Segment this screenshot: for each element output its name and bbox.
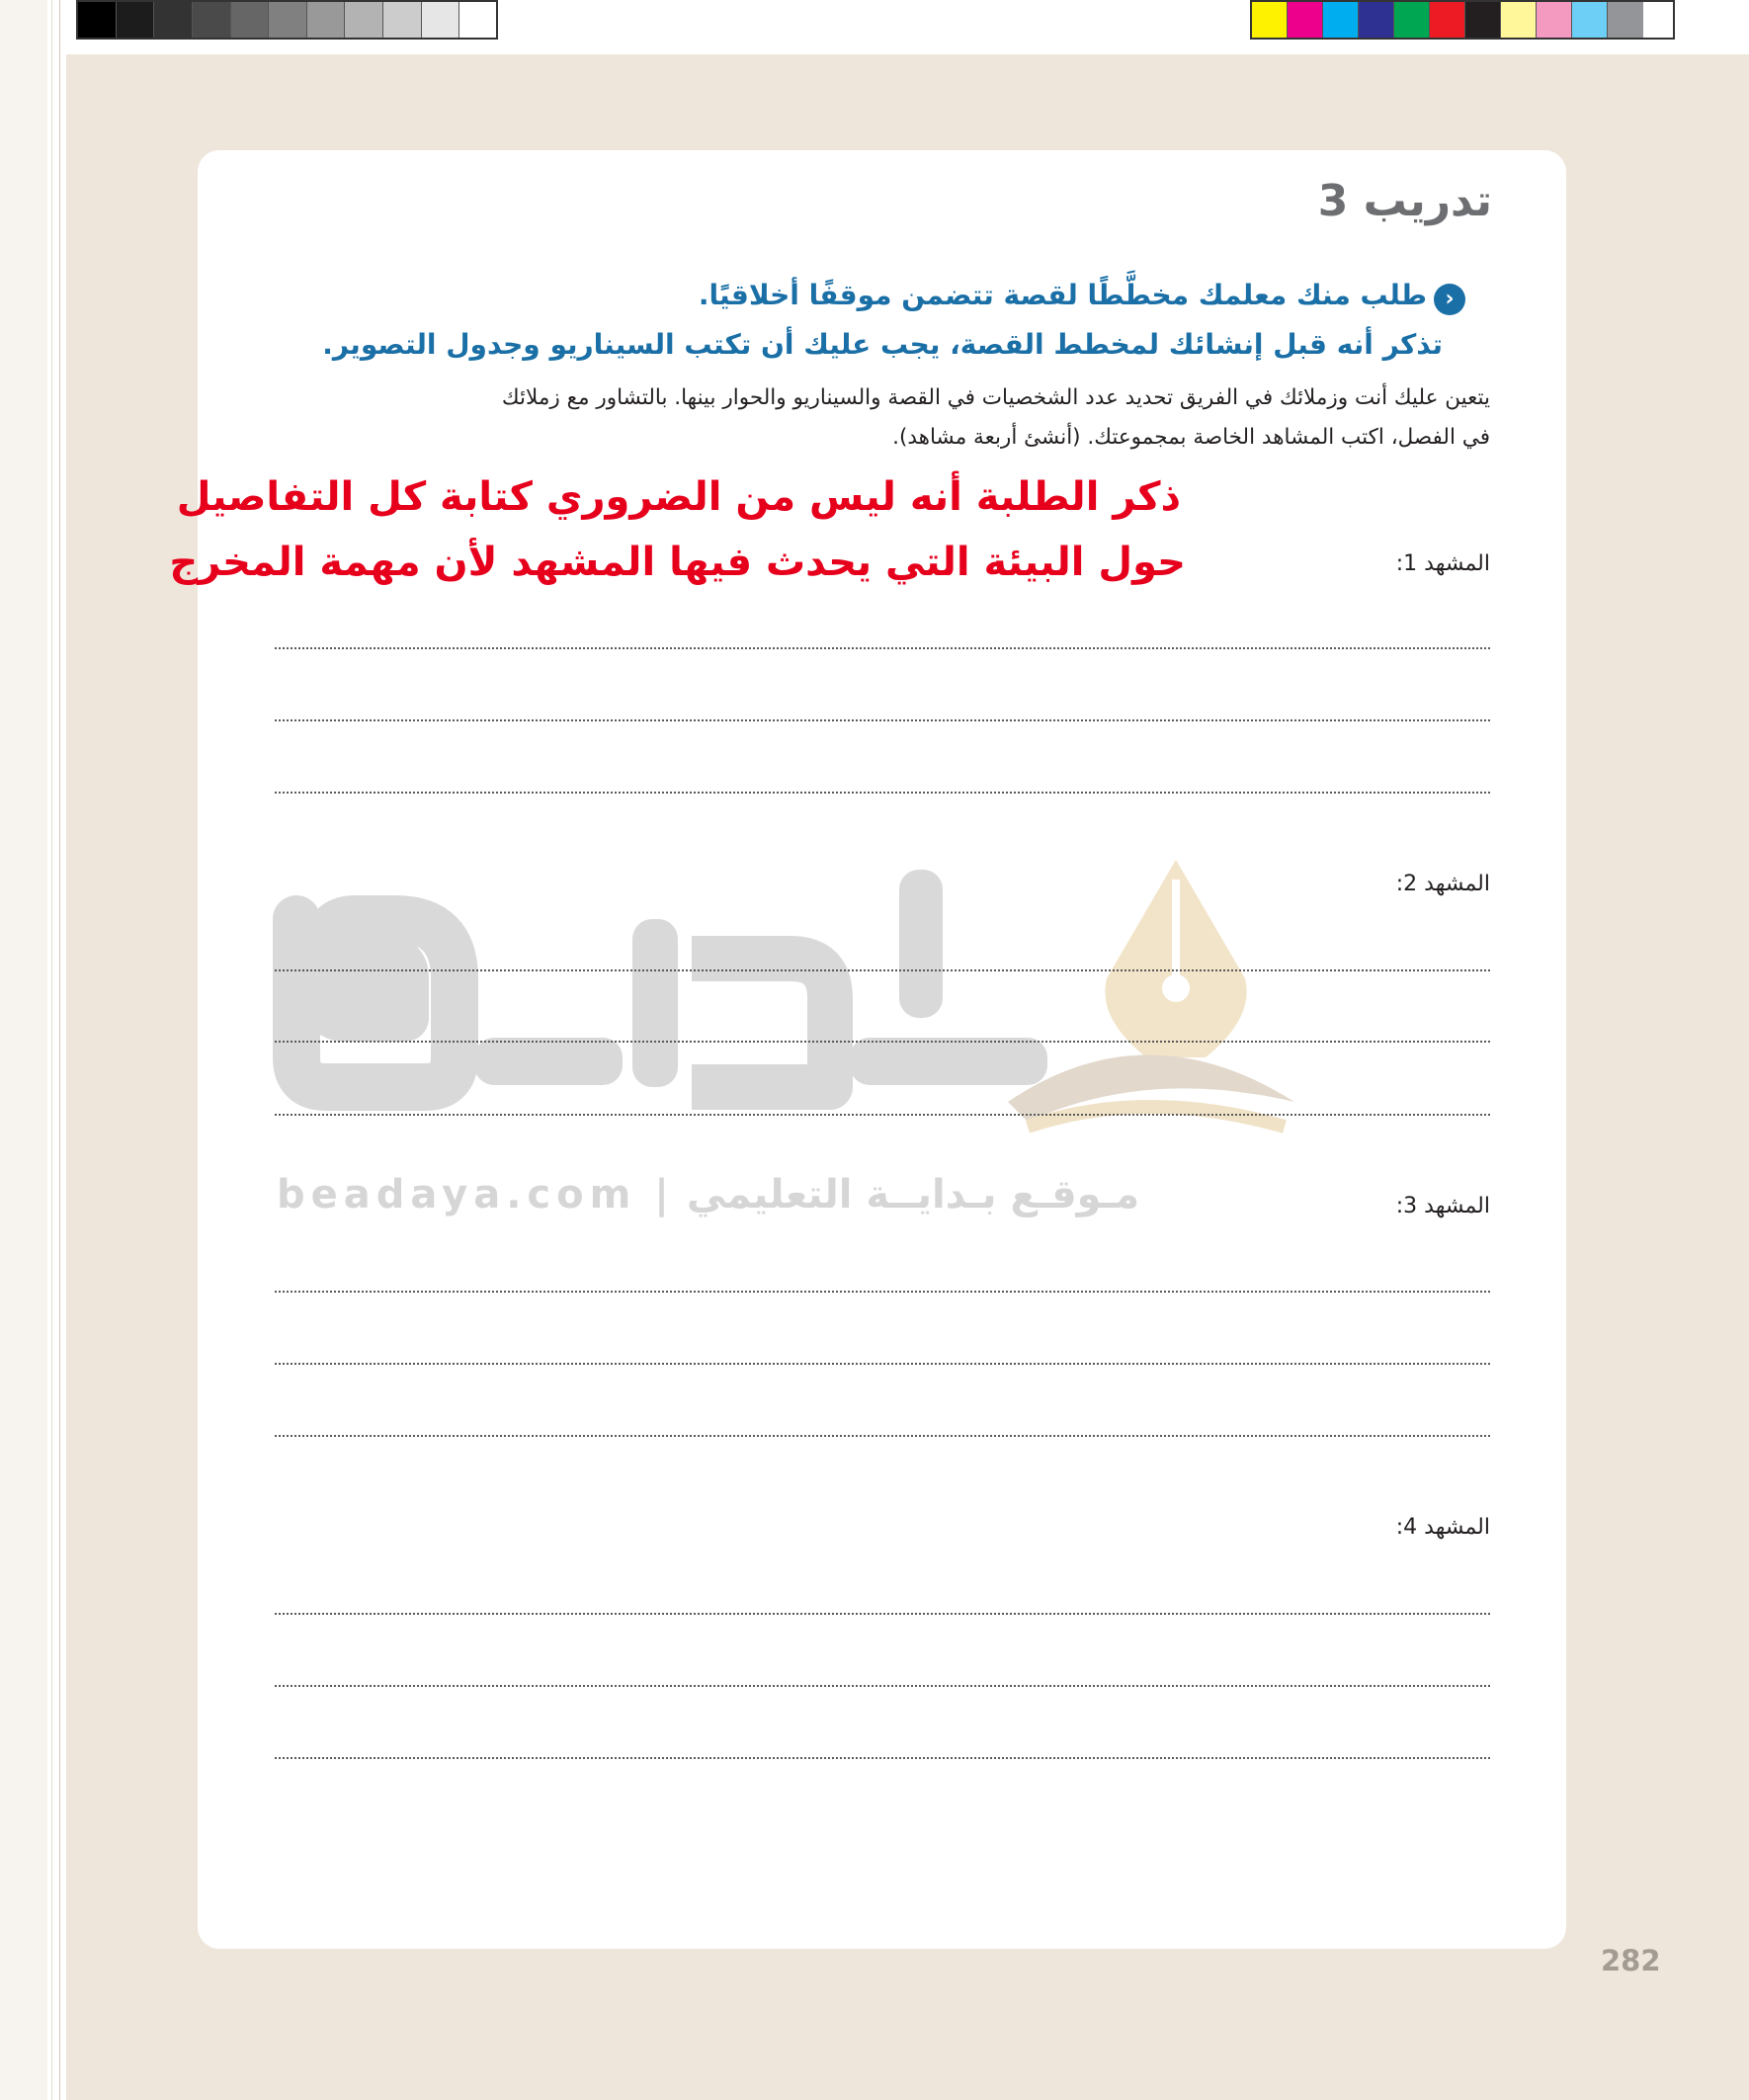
watermark-letters xyxy=(296,870,1047,1087)
fold-line xyxy=(59,0,60,2100)
page-number: 282 xyxy=(1601,1944,1661,1977)
fold-line-inner xyxy=(51,0,52,2100)
scene-4-label: المشهد 4: xyxy=(1395,1515,1490,1540)
chevron-icon: › xyxy=(1434,284,1465,315)
instructions-line-1: يتعين عليك أنت وزملائك في الفريق تحديد عدد الشخصيات في القصة والسيناريو والحوار بينها. بالتشاور مع زملائك xyxy=(501,385,1490,410)
scene-4-line-1[interactable] xyxy=(275,1613,1490,1615)
answer-note-line-2: حول البيئة التي يحدث فيها المشهد لأن مهمة المخرج xyxy=(169,540,1186,585)
page-margin xyxy=(0,0,47,2100)
scene-3-line-1[interactable] xyxy=(275,1291,1490,1293)
scene-3-line-2[interactable] xyxy=(275,1363,1490,1365)
pen-nib-icon xyxy=(1008,860,1294,1127)
task-line-1: طلب منك معلمك مخطَّطًا لقصة تتضمن موقفًا أخلاقيًا. xyxy=(698,279,1427,311)
watermark-tagline: مـوقـع بـدايــة التعليمي xyxy=(686,1172,1140,1218)
watermark-logo xyxy=(257,860,1294,1176)
scene-1-label: المشهد 1: xyxy=(1395,551,1490,576)
scene-2-label: المشهد 2: xyxy=(1395,872,1490,896)
grayscale-calibration-bar xyxy=(76,0,498,40)
task-line-2: تذكر أنه قبل إنشائك لمخطط القصة، يجب عليك أن تكتب السيناريو وجدول التصوير. xyxy=(322,328,1443,361)
scene-1-line-1[interactable] xyxy=(275,647,1490,649)
scene-4-line-2[interactable] xyxy=(275,1685,1490,1687)
watermark-separator: | xyxy=(654,1172,669,1218)
scene-1-line-3[interactable] xyxy=(275,792,1490,794)
scene-1-line-2[interactable] xyxy=(275,719,1490,721)
scene-3-line-3[interactable] xyxy=(275,1435,1490,1437)
scene-2-line-2[interactable] xyxy=(275,1041,1490,1043)
watermark-url: beadaya.com xyxy=(277,1172,637,1218)
instructions-line-2: في الفصل، اكتب المشاهد الخاصة بمجموعتك. (أنشئ أربعة مشاهد). xyxy=(892,425,1490,450)
scene-4-line-3[interactable] xyxy=(275,1757,1490,1759)
watermark-caption xyxy=(277,1172,1139,1218)
color-calibration-bar xyxy=(1250,0,1675,40)
scene-2-line-1[interactable] xyxy=(275,969,1490,971)
scene-3-label: المشهد 3: xyxy=(1395,1194,1490,1218)
section-title: تدريب 3 xyxy=(1317,176,1492,226)
answer-note-line-1: ذكر الطلبة أنه ليس من الضروري كتابة كل التفاصيل xyxy=(176,474,1181,520)
scene-2-line-3[interactable] xyxy=(275,1114,1490,1116)
